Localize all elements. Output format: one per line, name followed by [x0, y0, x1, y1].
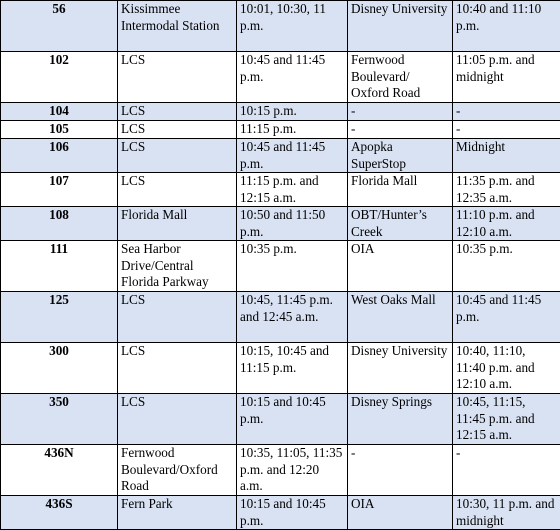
- table-row: [1, 445, 560, 496]
- table-row: [1, 343, 560, 394]
- origin: LCS: [118, 394, 237, 445]
- route-number: 108: [1, 207, 118, 241]
- destination: Apopka SuperStop: [348, 139, 453, 173]
- origin: LCS: [118, 292, 237, 343]
- destination: Disney Springs: [348, 394, 453, 445]
- arrival-times: -: [453, 103, 560, 121]
- arrival-times: 11:05 p.m. and midnight: [453, 52, 560, 103]
- route-number: 56: [1, 1, 118, 52]
- arrival-times: -: [453, 445, 560, 496]
- origin: LCS: [118, 121, 237, 139]
- destination: -: [348, 103, 453, 121]
- destination: West Oaks Mall: [348, 292, 453, 343]
- departure-times: 10:35, 11:05, 11:35 p.m. and 12:20 a.m.: [237, 445, 348, 496]
- route-number: 107: [1, 173, 118, 207]
- destination: Disney University: [348, 343, 453, 394]
- departure-times: 10:50 and 11:50 p.m.: [237, 207, 348, 241]
- destination: OIA: [348, 241, 453, 292]
- schedule-body: [1, 1, 560, 530]
- arrival-times: Midnight: [453, 139, 560, 173]
- destination: -: [348, 445, 453, 496]
- arrival-times: 10:40 and 11:10 p.m.: [453, 1, 560, 52]
- departure-times: 10:15, 10:45 and 11:15 p.m.: [237, 343, 348, 394]
- origin: Florida Mall: [118, 207, 237, 241]
- departure-times: 11:15 p.m.: [237, 121, 348, 139]
- route-number: 300: [1, 343, 118, 394]
- table-row: [1, 1, 560, 52]
- departure-times: 10:35 p.m.: [237, 241, 348, 292]
- departure-times: 10:01, 10:30, 11 p.m.: [237, 1, 348, 52]
- route-number: 105: [1, 121, 118, 139]
- origin: LCS: [118, 343, 237, 394]
- departure-times: 10:45 and 11:45 p.m.: [237, 52, 348, 103]
- origin: LCS: [118, 139, 237, 173]
- table-row: [1, 207, 560, 241]
- origin: Fern Park: [118, 496, 237, 530]
- route-number: 104: [1, 103, 118, 121]
- route-number: 106: [1, 139, 118, 173]
- table-row: [1, 173, 560, 207]
- route-number: 350: [1, 394, 118, 445]
- origin: LCS: [118, 173, 237, 207]
- departure-times: 10:15 and 10:45 p.m.: [237, 496, 348, 530]
- table-row: [1, 292, 560, 343]
- route-number: 436N: [1, 445, 118, 496]
- route-number: 125: [1, 292, 118, 343]
- route-number: 436S: [1, 496, 118, 530]
- destination: OIA: [348, 496, 453, 530]
- departure-times: 10:15 p.m.: [237, 103, 348, 121]
- origin: Fernwood Boulevard/Oxford Road: [118, 445, 237, 496]
- table-row: [1, 496, 560, 530]
- arrival-times: 11:35 p.m. and 12:35 a.m.: [453, 173, 560, 207]
- table-row: [1, 139, 560, 173]
- table-row: [1, 394, 560, 445]
- arrival-times: 10:45, 11:15, 11:45 p.m. and 12:15 a.m.: [453, 394, 560, 445]
- table-row: [1, 52, 560, 103]
- table-row: [1, 241, 560, 292]
- origin: Sea Harbor Drive/Central Florida Parkway: [118, 241, 237, 292]
- departure-times: 10:15 and 10:45 p.m.: [237, 394, 348, 445]
- arrival-times: 11:10 p.m. and 12:10 a.m.: [453, 207, 560, 241]
- destination: OBT/Hunter’s Creek: [348, 207, 453, 241]
- table-row: [1, 103, 560, 121]
- departure-times: 10:45 and 11:45 p.m.: [237, 139, 348, 173]
- destination: Florida Mall: [348, 173, 453, 207]
- route-number: 111: [1, 241, 118, 292]
- destination: -: [348, 121, 453, 139]
- arrival-times: 10:45 and 11:45 p.m.: [453, 292, 560, 343]
- destination: Disney University: [348, 1, 453, 52]
- destination: Fernwood Boulevard/ Oxford Road: [348, 52, 453, 103]
- table-row: [1, 121, 560, 139]
- origin: LCS: [118, 52, 237, 103]
- arrival-times: -: [453, 121, 560, 139]
- arrival-times: 10:30, 11 p.m. and midnight: [453, 496, 560, 530]
- route-number: 102: [1, 52, 118, 103]
- arrival-times: 10:40, 11:10, 11:40 p.m. and 12:10 a.m.: [453, 343, 560, 394]
- origin: LCS: [118, 103, 237, 121]
- arrival-times: 10:35 p.m.: [453, 241, 560, 292]
- departure-times: 10:45, 11:45 p.m. and 12:45 a.m.: [237, 292, 348, 343]
- departure-times: 11:15 p.m. and 12:15 a.m.: [237, 173, 348, 207]
- origin: Kissimmee Intermodal Station: [118, 1, 237, 52]
